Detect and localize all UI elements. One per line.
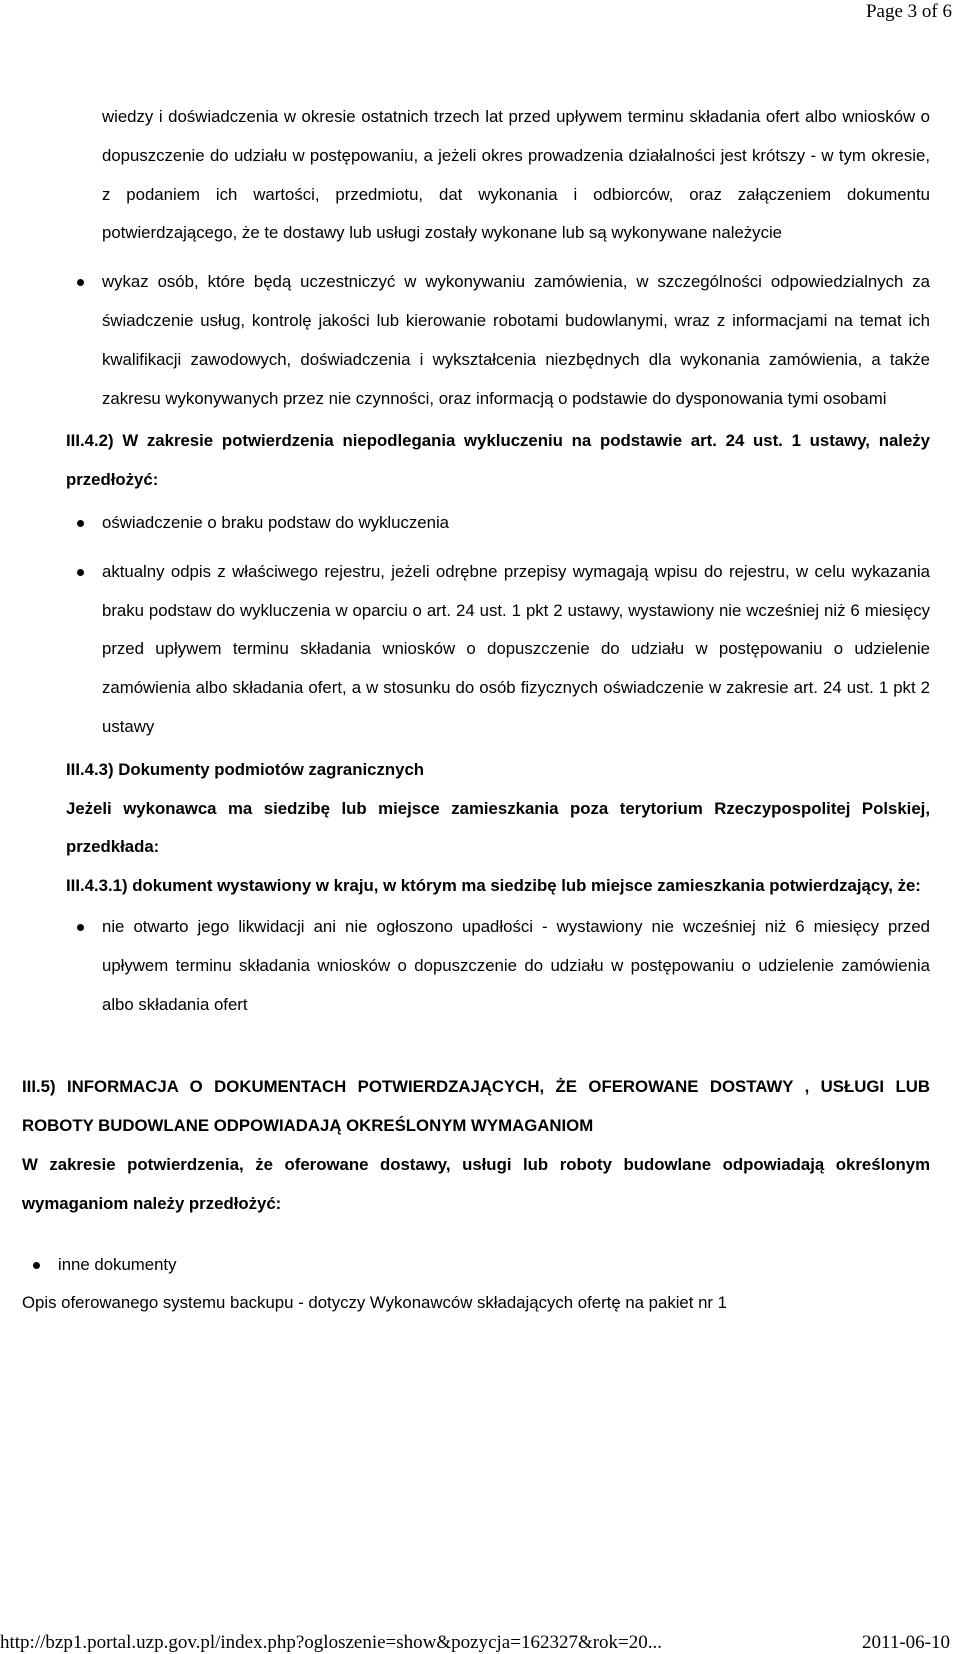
list-item-statement [66,504,930,543]
paragraph-backup: Opis oferowanego systemu backupu - dotyczy Wykonawców składających ofertę na pakiet nr 1 [22,1293,728,1313]
list-item-staff [66,263,930,418]
bullet-icon [77,279,84,286]
subheading-III-5: W zakresie potwierdzenia, że oferowane dostawy, usługi lub roboty budowlane odpowiadają określonym wymaganiom należy przedłożyć: [22,1154,930,1213]
bullet-icon [77,569,84,576]
section-title: W zakresie potwierdzenia niepodlegania wykluczeniu na podstawie art. 24 ust. 1 ustawy, należy przedłożyć: [66,431,931,490]
subheading-foreign: Jeżeli wykonawca ma siedzibę lub miejsce zamieszkania poza terytorium Rzeczypospolitej Polskiej, przedkłada: [66,798,930,857]
list-item-other-docs [22,1246,930,1285]
section-heading-III-5: III.5) INFORMACJA O DOKUMENTACH POTWIERDZAJĄCYCH, ŻE OFEROWANE DOSTAWY , USŁUGI LUB ROBOTY BUDOWLANE ODPOWIADAJĄ OKREŚLONYM WYMAGANIOM [22,1077,930,1136]
paragraph-experience: wiedzy i doświadczenia w okresie ostatnich trzech lat przed upływem terminu składania ofert albo wniosków o dopuszczenie do udziału w postępowaniu, a jeżeli okres prowadzenia działalności jest krótszy - w tym okresie, z podaniem ich wartości, przedmiotu, dat wykonania i odbiorców, oraz załączeniem dokumentu potwierdzającego, że te dostawy lub usługi zostały wykonane lub są wykonywane należycie [102,107,930,243]
footer-date: 2011-06-10 [862,1632,950,1653]
document-body [22,98,931,1323]
list-item-liquidation [66,908,930,1024]
list-item-text: inne dokumenty [58,1254,177,1274]
footer-url: http://bzp1.portal.uzp.gov.pl/index.php?ogloszenie=show&pozycja=162327&rok=20... [0,1632,663,1653]
section-number: III.4.2) [66,431,123,451]
page-number: Page 3 of 6 [865,1,952,22]
list-item-text: wykaz osób, które będą uczestniczyć w wykonywaniu zamówienia, w szczególności odpowiedzialnych za świadczenie usług, kontrolę jakości lub kierowanie robotami budowlanymi, wraz z informacjami na temat ich kwalifikacji zawodowych, doświadczenia i wykształcenia niezbędnych dla wykonania zamówienia, a także zakresu wykonywanych przez nie czynności, oraz informacją o podstawie do dysponowania tymi osobami [102,272,930,408]
list-item-text: aktualny odpis z właściwego rejestru, jeżeli odrębne przepisy wymagają wpisu do rejestru, w celu wykazania braku podstaw do wykluczenia w oparciu o art. 24 ust. 1 pkt 2 ustawy, wystawiony nie wcześniej niż 6 miesięcy przed upływem terminu składania wniosków o dopuszczenie do udziału w postępowaniu o udzielenie zamówienia albo składania ofert, a w stosunku do osób fizycznych oświadczenie w zakresie art. 24 ust. 1 pkt 2 ustawy [102,561,930,736]
list-item-text: nie otwarto jego likwidacji ani nie ogłoszono upadłości - wystawiony nie wcześniej niż 6 miesięcy przed upływem terminu składania wniosków o dopuszczenie do udziału w postępowaniu o udzielenie zamówienia albo składania ofert [102,916,930,1014]
section-heading-III-4-2 [66,422,930,500]
list-item-text: oświadczenie o braku podstaw do wykluczenia [102,512,450,532]
bullet-icon [77,924,84,931]
page-footer [0,1632,960,1654]
bullet-icon [33,1262,40,1269]
section-heading-III-4-3: III.4.3) Dokumenty podmiotów zagranicznych [66,759,425,779]
list-item-register [66,553,930,747]
section-heading-III-4-3-1: III.4.3.1) dokument wystawiony w kraju, w którym ma siedzibę lub miejsce zamieszkania potwierdzający, że: [66,876,921,896]
bullet-icon [77,520,84,527]
